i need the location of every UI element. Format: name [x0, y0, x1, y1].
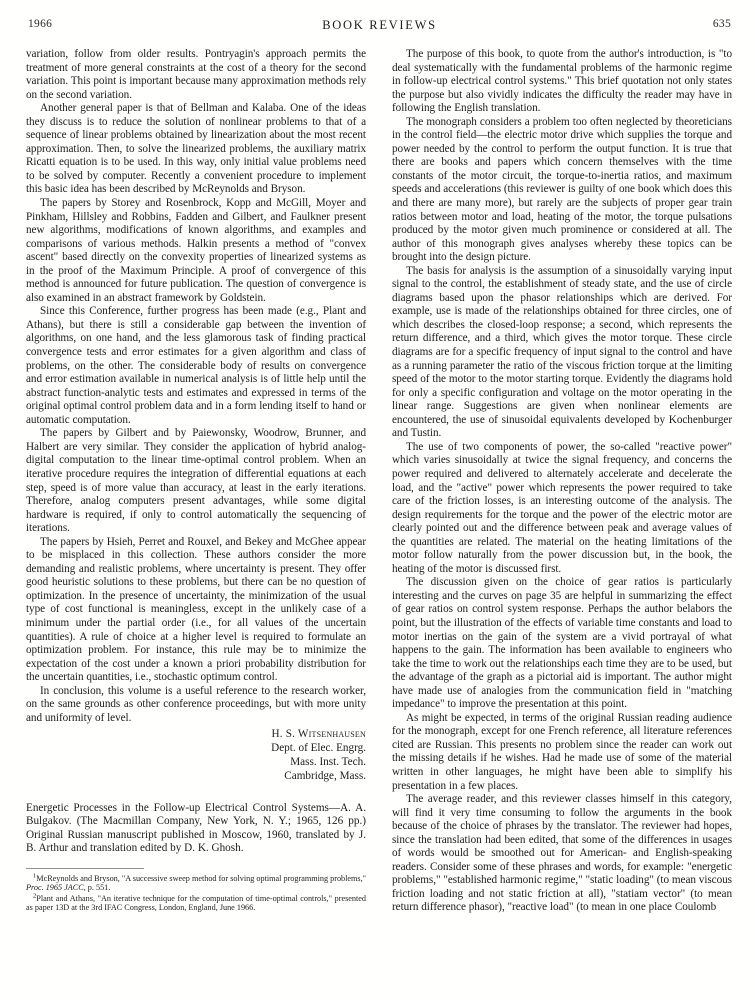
paragraph: The papers by Gilbert and by Paiewonsky, Woodrow, Brunner, and Halbert are very similar. They consider the application of hybrid analog-digital computation to the linear time-optimal control problem. When an iterative procedure requires the integration of differential equations at each step, speed is of more value than accuracy, at least in the early iterations. Therefore, analog computers present advantages, while some digital hardware is required, if only to control automatically the sequencing of iterations. — [26, 427, 366, 535]
paragraph: variation, follow from older results. Pontryagin's approach permits the treatment of more general constraints at the cost of a theory for the second variation. This point is important because many approximation methods rely on the second variation. — [26, 48, 366, 101]
paragraph: Another general paper is that of Bellman and Kalaba. One of the ideas they discuss is to reduce the solution of nonlinear problems to that of a sequence of linear problems obtained by linearization about the most recent approximation. Then, to solve the linearized problems, the auxiliary matrix Ricatti equation is to be used. In this way, only initial value problems need to be solved by computer. Recently a convenient procedure to implement this basic idea has been described by McReynolds and Bryson. — [26, 102, 366, 196]
right-column — [392, 48, 732, 978]
footnote-citation: Proc. 1965 JACC — [26, 883, 84, 893]
next-review-entry — [26, 802, 366, 856]
paragraph: The basis for analysis is the assumption of a sinusoidally varying input signal to the control, the establishment of steady state, and the use of circle diagrams based upon the phasor relationships which are derived. For example, use is made of the relationships obtained for three circles, one of which describes the closed-loop response; a second, which represents the return difference, and a third, which gives the motor torque. These circle diagrams are for a specific frequency of input signal to the control and have as a running parameter the ratio of the viscous friction torque at the limiting speed of the motor to the motor starting torque. Evidently the diagrams hold for only a specific configuration and voltage on the motor operating in the linear range. Suggestions are given when nonlinear elements are encountered, the use of sinusoidal equivalents developed by Kochenburger and Tustin. — [392, 264, 732, 440]
footnote-text-tail: , p. 551. — [83, 883, 111, 893]
footnotes — [26, 871, 366, 913]
reviewer-institution: Mass. Inst. Tech. — [290, 755, 366, 768]
footnote-text: Plant and Athans, "An iterative technique for the computation of time-optimal controls," presented as paper 13D at the 3rd IFAC Congress, London, England, June 1966. — [26, 893, 366, 912]
reviewer-signature — [26, 728, 366, 783]
footnote-marker: 2 — [33, 891, 37, 899]
running-head — [28, 18, 731, 36]
folio-right: 635 — [712, 18, 731, 30]
paragraph: Since this Conference, further progress has been made (e.g., Plant and Athans), but there is still a considerable gap between the invention of algorithms, on one hand, and the less glamorous task of finding practical convergence tests and error estimates for a given algorithm and class of problems, on the other. The considerable body of results on convergence and error estimation available in numerical analysis is of little help until the abstract function-analytic tests and estimates and expressed in terms of the original optimal control problem data and in a form lending itself to hand or automatic computation. — [26, 305, 366, 426]
paragraph: The discussion given on the choice of gear ratios is particularly interesting and the curves on page 35 are helpful in summarizing the effect of gear ratios on control system response. Perhaps the author belabors the point, but the illustration of the effects of variable time constants and load to motor inertias on the gain of the system are a vivid portrayal of what happens to the gain. The information has been available to engineers who take the time to work out the relationships each time they are to be used, but the advantage of the graph as a pictorial aid is important. The author might have made use of analogies from the communication field in "matching impedance" to improve the presentation at this point. — [392, 576, 732, 711]
paragraph: As might be expected, in terms of the original Russian reading audience for the monograph, except for one French reference, all literature references cited are Russian. This presents no problem since the reader can work out the missing details if he wishes. Had he made use of some of the material written in other languages, he might have been able to simplify his presentation in a few places. — [392, 711, 732, 792]
two-column-body — [26, 48, 732, 978]
footnote-item — [26, 891, 366, 913]
paragraph: The average reader, and this reviewer classes himself in this category, will find it very time consuming to follow the arguments in the book because of the choice of phrases by the translator. The reviewer had hopes, since the translation had been edited, that some of the differences in usages of words would be smoothed out for American- and English-speaking readers. Consider some of these phrases and words, for example: "energetic problems," "established harmonic regime," "static loading" (to mean viscous friction loading and not static friction at all), "statiam vector" (to mean return difference phasor), "reactive load" (to mean in one place Coulomb — [392, 793, 732, 914]
paragraph: The monograph considers a problem too often neglected by theoreticians in the control field—the electric motor drive which supplies the torque and power needed by the control to perform the output function. It is true that there are books and papers which concern themselves with the time constants of the motor circuit, the torque-to-inertia ratios, and maximum speeds and accelerations (this reviewer is guilty of one book which does this and there are many more), but rarely are the subjects of proper gear train ratios between motor and load, heating of the motor, the torque pulsations produced by the motor given much prominence or considered at all. The author of this monograph gives analyses whereby these topics can be brought into the design picture. — [392, 115, 732, 264]
reviewer-name: H. S. Witsenhausen — [271, 728, 366, 741]
folio-left: 1966 — [28, 18, 53, 30]
footnote-text: McReynolds and Bryson, "A successive sweep method for solving optimal programming problems," — [36, 873, 366, 883]
footnote-divider — [26, 868, 144, 869]
paragraph: The papers by Storey and Rosenbrock, Kopp and McGill, Moyer and Pinkham, Hillsley and Robbins, Fadden and Gilbert, and Faulkner present new algorithms, modifications of known algorithms, and examples and comparisons of various methods. Halkin presents a method of "convex ascent" based directly on the convexity properties of linearized systems as in the proof of the Maximum Principle. A proof of convergence of this method is announced for future publication. The question of convergence is also examined in an abstract framework by Goldstein. — [26, 197, 366, 304]
paragraph: The use of two components of power, the so-called "reactive power" which varies sinusoidally at twice the signal frequency, and concerns the power required and delivered to alternately accelerate and decelerate the load, and the "active" power which represents the power required to take care of the friction losses, is an interesting outcome of the analysis. The design requirements for the torque and the power of the electric motor are clearly pointed out and the difference between peak and average values of the quantities are related. The material on the heating limitations of the motor follow naturally from the power discussion but, in the book, the heating of the motor is discussed first. — [392, 440, 732, 575]
next-review-body: A. A. Bulgakov. (The Macmillan Company, New York, N. Y.; 1965, 126 pp.) Original Russian manuscript published in Moscow, 1960, translated by J. B. Arthur and translation edited by D. K. Ghosh. — [26, 801, 367, 855]
paragraph: The purpose of this book, to quote from the author's introduction, is "to deal systematically with the fundamental problems of the harmonic regime in follow-up electrical control systems." This brief quotation not only states the purpose but also vividly indicates the difficulty the reader may have in following the English translation. — [392, 48, 732, 115]
reviewer-dept: Dept. of Elec. Engrg. — [271, 742, 366, 755]
paragraph: The papers by Hsieh, Perret and Rouxel, and Bekey and McGhee appear to be misplaced in this collection. These authors consider the more demanding and realistic problems, where uncertainty is present. They offer good heuristic solutions to these problems, but there can be no question of optimization. In the presence of uncertainty, the minimization of the usual type of cost functional is meaningless, except in the unlikely case of a minimum under the partial order (i.e., for all values of the uncertain quantities). A rule of choice at a higher level is required to formulate an optimization problem. For instance, this rule may be to minimize the expectation of the cost under a known a priori probability distribution for the uncertain quantities, i.e., stochastic optimum control. — [26, 535, 366, 684]
page-title: BOOK REVIEWS — [322, 18, 437, 32]
next-review-title: Energetic Processes in the Follow-up Electrical Control Systems— — [26, 801, 341, 814]
footnote-marker: 1 — [33, 871, 37, 879]
reviewer-location: Cambridge, Mass. — [284, 769, 366, 782]
paragraph: In conclusion, this volume is a useful reference to the research worker, on the same grounds as other conference proceedings, but with more unity and uniformity of level. — [26, 684, 366, 724]
left-column — [26, 48, 366, 978]
footnote-item — [26, 871, 366, 893]
